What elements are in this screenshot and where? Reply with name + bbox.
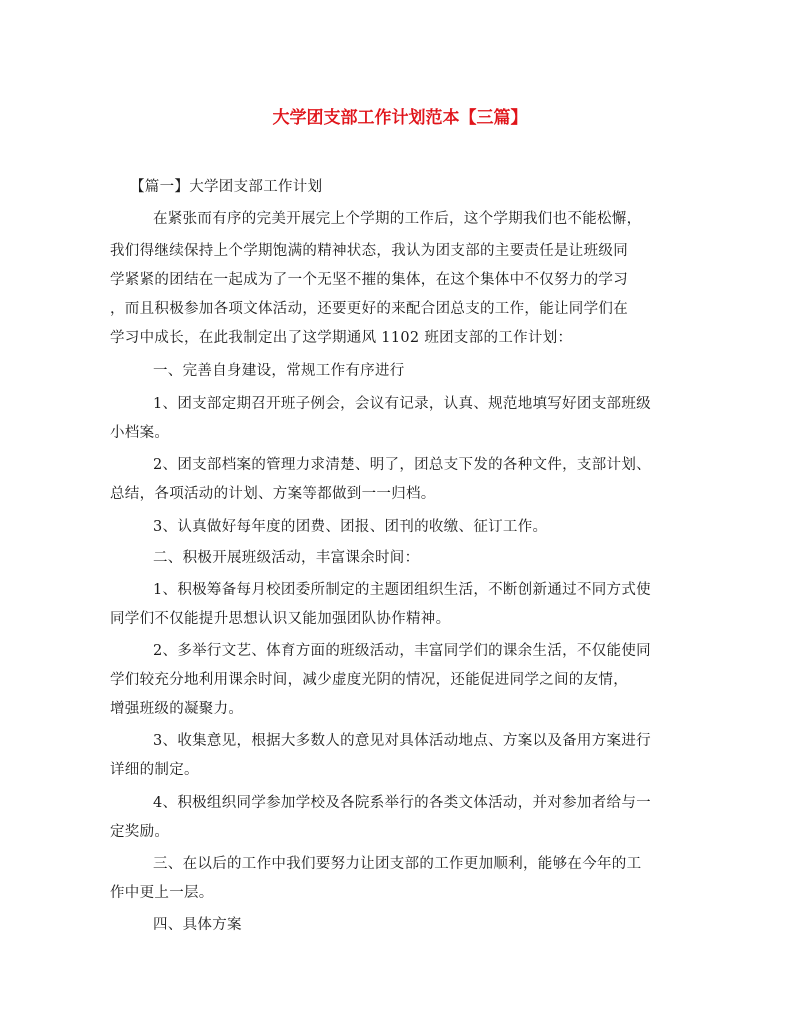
section-heading: 【篇一】大学团支部工作计划 <box>130 179 323 195</box>
paragraph-line: 作中更上一层。 <box>110 885 214 901</box>
subheading: 一、完善自身建设，常规工作有序进行 <box>153 363 405 379</box>
paragraph-line: 定奖励。 <box>110 824 170 840</box>
paragraph-line: 4、积极组织同学参加学校及各院系举行的各类文体活动，并对参加者给与一 <box>153 795 651 811</box>
paragraph-line: 学们较充分地利用课余时间，减少虚度光阴的情况，还能促进同学之间的友情， <box>110 672 628 688</box>
paragraph-line: 3、认真做好每年度的团费、团报、团刊的收缴、征订工作。 <box>153 519 548 535</box>
paragraph-line: 1、团支部定期召开班子例会，会议有记录，认真、规范地填写好团支部班级 <box>153 396 651 412</box>
paragraph-line: 总结，各项活动的计划、方案等都做到一一归档。 <box>110 486 436 502</box>
paragraph-line: 增强班级的凝聚力。 <box>110 701 244 717</box>
paragraph-line: 学紧紧的团结在一起成为了一个无坚不摧的集体，在这个集体中不仅努力的学习 <box>110 272 628 288</box>
paragraph-line: 同学们不仅能提升思想认识又能加强团队协作精神。 <box>110 611 451 627</box>
paragraph-line: 小档案。 <box>110 425 170 441</box>
paragraph-line: 详细的制定。 <box>110 762 199 778</box>
paragraph-line: 3、收集意见，根据大多数人的意见对具体活动地点、方案以及备用方案进行 <box>153 733 651 749</box>
paragraph-line: 2、多举行文艺、体育方面的班级活动，丰富同学们的课余生活，不仅能使同 <box>153 643 651 659</box>
subheading: 二、积极开展班级活动，丰富课余时间： <box>153 550 420 566</box>
document-title: 大学团支部工作计划范本【三篇】 <box>272 108 528 128</box>
paragraph-line: 学习中成长，在此我制定出了这学期通风 1102 班团支部的工作计划： <box>110 330 573 346</box>
subheading: 三、在以后的工作中我们要努力让团支部的工作更加顺利，能够在今年的工 <box>153 856 642 872</box>
subheading: 四、具体方案 <box>153 917 242 933</box>
paragraph-line: 在紧张而有序的完美开展完上个学期的工作后，这个学期我们也不能松懈， <box>153 211 642 227</box>
paragraph-line: 我们得继续保持上个学期饱满的精神状态，我认为团支部的主要责任是让班级同 <box>110 243 628 259</box>
paragraph-line: 2、团支部档案的管理力求清楚、明了，团总支下发的各种文件，支部计划、 <box>153 457 651 473</box>
paragraph-line: ，而且积极参加各项文体活动，还要更好的来配合团总支的工作，能让同学们在 <box>110 301 628 317</box>
paragraph-line: 1、积极筹备每月校团委所制定的主题团组织生活，不断创新通过不同方式使 <box>153 582 651 598</box>
